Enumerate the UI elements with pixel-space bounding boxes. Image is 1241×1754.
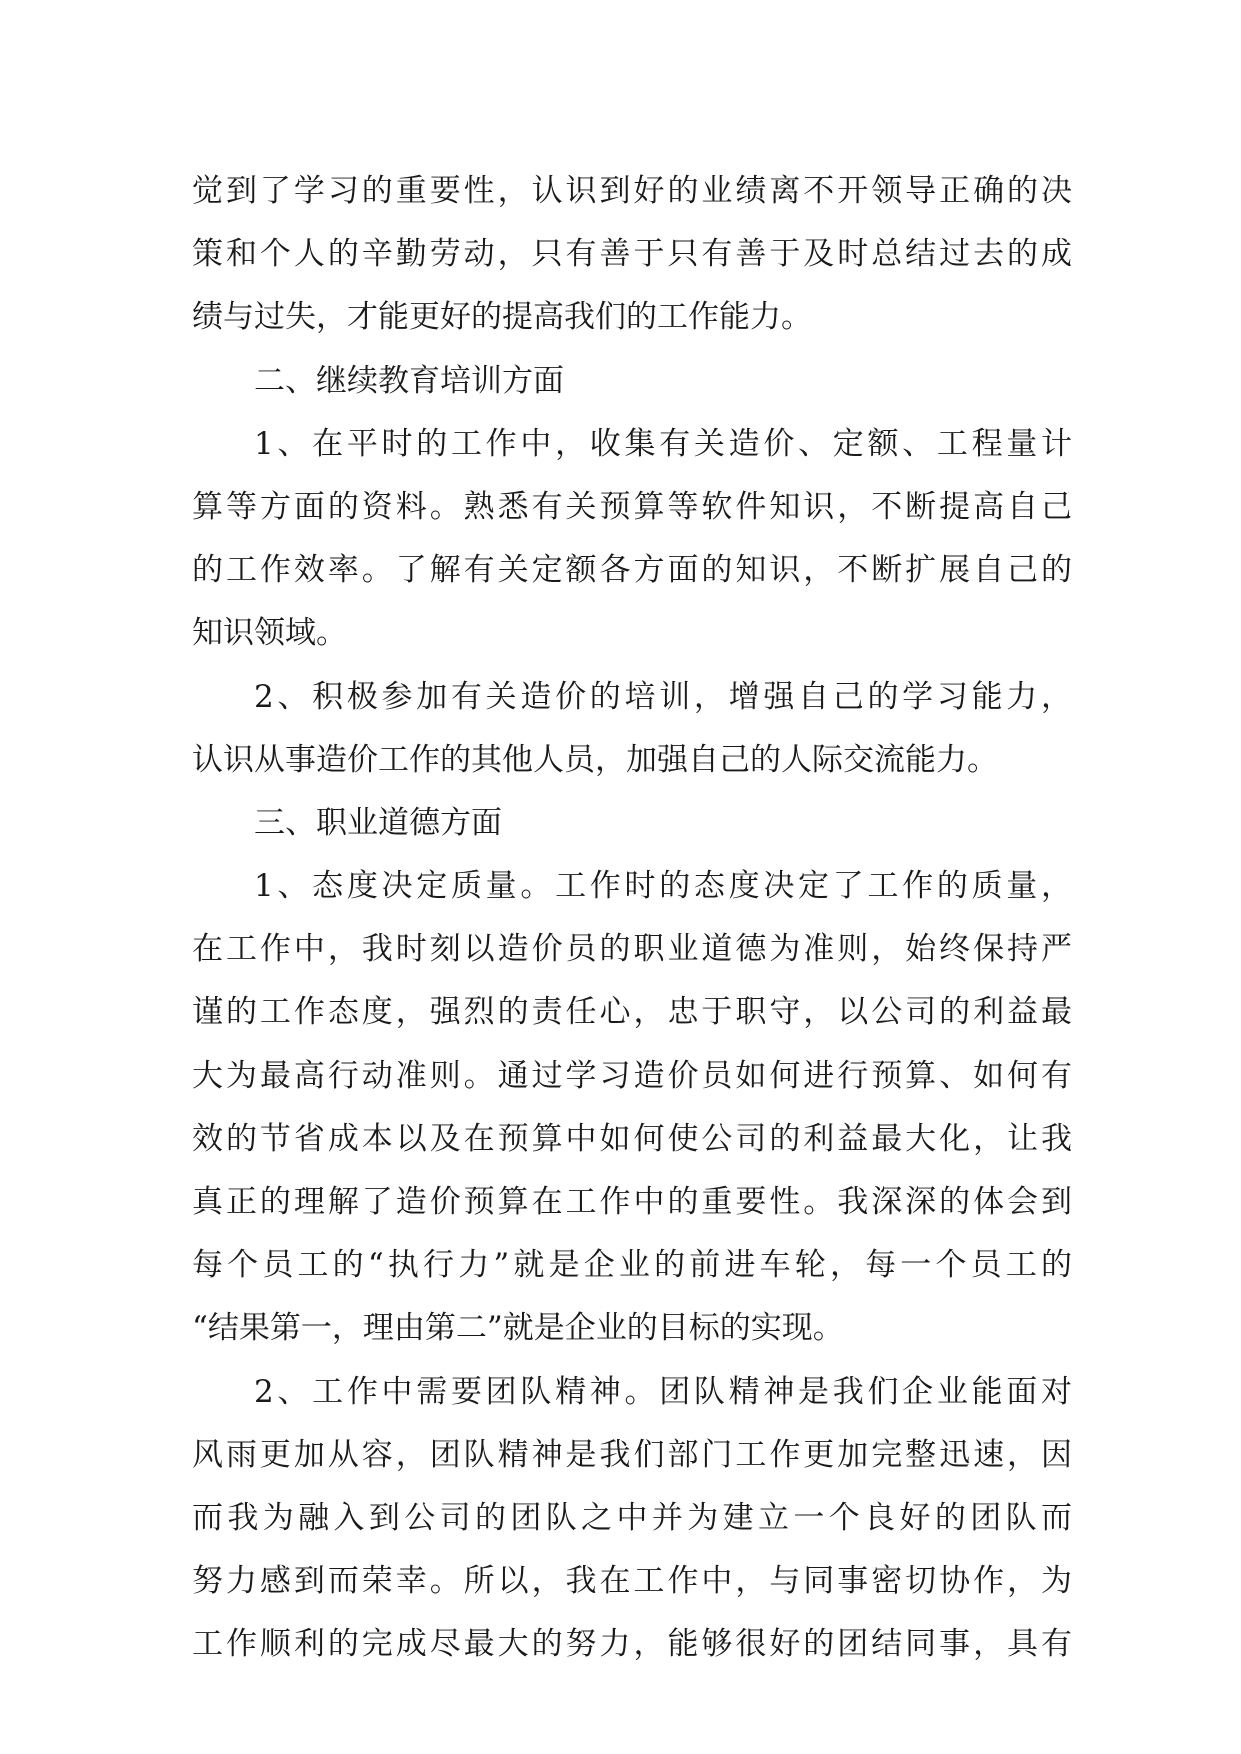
- text-line: 在工作中，我时刻以造价员的职业道德为准则，始终保持严: [192, 931, 1072, 968]
- text-line: 算等方面的资料。熟悉有关预算等软件知识，不断提高自己: [192, 488, 1072, 525]
- text-line: 谨的工作态度，强烈的责任心，忠于职守，以公司的利益最: [192, 994, 1072, 1031]
- text-line: 努力感到而荣幸。所以，我在工作中，与同事密切协作，为: [192, 1563, 1072, 1600]
- text-line: 效的节省成本以及在预算中如何使公司的利益最大化，让我: [192, 1120, 1072, 1157]
- text-line: 二、继续教育培训方面: [254, 362, 564, 399]
- text-line: 觉到了学习的重要性，认识到好的业绩离不开领导正确的决: [192, 173, 1072, 209]
- text-line: 2、工作中需要团队精神。团队精神是我们企业能面对: [254, 1373, 1072, 1410]
- text-line: 真正的理解了造价预算在工作中的重要性。我深深的体会到: [192, 1184, 1072, 1220]
- text-line: 三、职业道德方面: [254, 804, 502, 841]
- text-line: 大为最高行动准则。通过学习造价员如何进行预算、如何有: [192, 1057, 1072, 1094]
- text-line: 每个员工的“执行力”就是企业的前进车轮，每一个员工的: [192, 1247, 1072, 1284]
- text-line: 绩与过失，才能更好的提高我们的工作能力。: [192, 299, 812, 336]
- text-line: “结果第一，理由第二”就是企业的目标的实现。: [192, 1310, 844, 1347]
- text-line: 知识领域。: [192, 615, 347, 652]
- text-line: 1、态度决定质量。工作时的态度决定了工作的质量，: [254, 868, 1072, 905]
- text-line: 2、积极参加有关造价的培训，增强自己的学习能力，: [254, 678, 1072, 715]
- text-line: 工作顺利的完成尽最大的努力，能够很好的团结同事，具有: [192, 1626, 1072, 1663]
- text-line: 风雨更加从容，团队精神是我们部门工作更加完整迅速，因: [192, 1436, 1072, 1473]
- document-body: [192, 160, 1072, 1677]
- text-line: 的工作效率。了解有关定额各方面的知识，不断扩展自己的: [192, 552, 1072, 589]
- text-line: 1、在平时的工作中，收集有关造价、定额、工程量计: [254, 425, 1072, 462]
- text-line: 而我为融入到公司的团队之中并为建立一个良好的团队而: [192, 1499, 1072, 1536]
- text-line: 策和个人的辛勤劳动，只有善于只有善于及时总结过去的成: [192, 236, 1072, 273]
- text-line: 认识从事造价工作的其他人员，加强自己的人际交流能力。: [192, 741, 998, 778]
